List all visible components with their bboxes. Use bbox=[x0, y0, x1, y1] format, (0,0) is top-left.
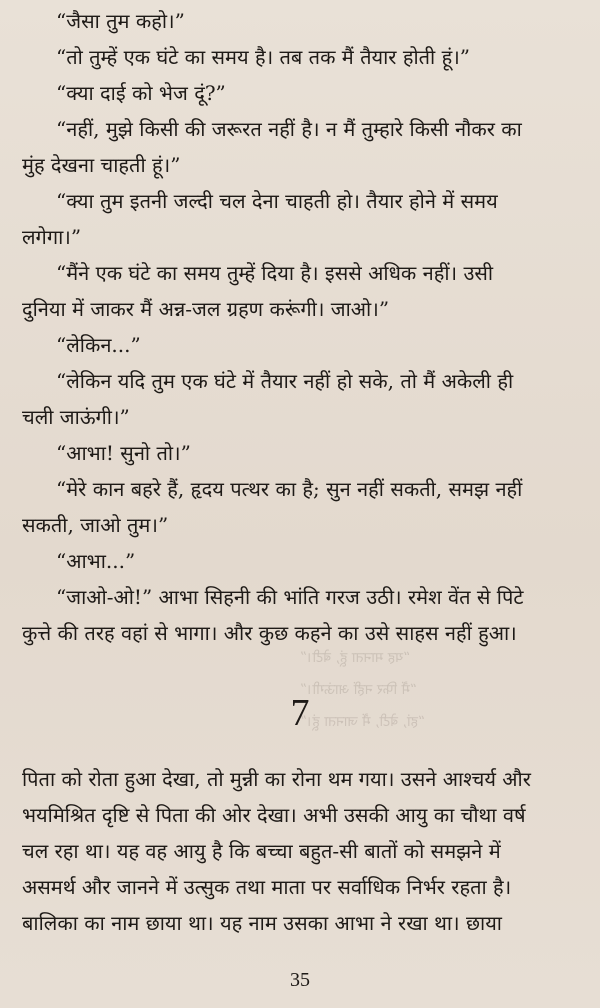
bleed-through-line: “यह मानता हूं, बेटी।” bbox=[300, 650, 411, 666]
text-line: पिता को रोता हुआ देखा, तो मुन्नी का रोना थम गया। उसने आश्चर्य और bbox=[22, 767, 531, 791]
text-line: भयमिश्रित दृष्टि से पिता की ओर देखा। अभी उसकी आयु का चौथा वर्ष bbox=[22, 803, 526, 827]
text-line: दुनिया में जाकर मैं अन्न-जल ग्रहण करूंगी। जाओ।” bbox=[22, 297, 390, 321]
text-line: “नहीं, मुझे किसी की जरूरत नहीं है। न मैं तुम्हारे किसी नौकर का bbox=[56, 117, 522, 141]
text-line: “मैंने एक घंटे का समय तुम्हें दिया है। इससे अधिक नहीं। उसी bbox=[56, 261, 494, 285]
text-line: “तो तुम्हें एक घंटे का समय है। तब तक मैं तैयार होती हूं।” bbox=[56, 45, 470, 69]
text-line: “मेरे कान बहरे हैं, हृदय पत्थर का है; सुन नहीं सकती, समझ नहीं bbox=[56, 477, 523, 501]
chapter-number: 7 bbox=[290, 692, 310, 734]
text-line: “क्या दाई को भेज दूं?” bbox=[56, 81, 226, 105]
text-line: “जैसा तुम कहो।” bbox=[56, 9, 185, 33]
text-line: “लेकिन...” bbox=[56, 333, 141, 357]
text-line: “क्या तुम इतनी जल्दी चल देना चाहती हो। तैयार होने में समय bbox=[56, 189, 498, 213]
text-line: असमर्थ और जानने में उत्सुक तथा माता पर सर्वाधिक निर्भर रहता है। bbox=[22, 875, 512, 899]
text-line: मुंह देखना चाहती हूं।” bbox=[22, 153, 181, 177]
bleed-through-line: “मैं फिर नहीं आऊंगी।” bbox=[300, 682, 418, 698]
bleed-through-line: “हां, बेटी, मैं जानता हूं।” bbox=[300, 714, 426, 730]
page-number: 35 bbox=[290, 969, 310, 991]
text-line: चल रहा था। यह वह आयु है कि बच्चा बहुत-सी बातों को समझने में bbox=[22, 839, 501, 863]
text-line: सकती, जाओ तुम।” bbox=[22, 513, 169, 537]
text-line: लगेगा।” bbox=[22, 225, 82, 249]
text-line: “लेकिन यदि तुम एक घंटे में तैयार नहीं हो सके, तो मैं अकेली ही bbox=[56, 369, 514, 393]
text-line: “जाओ-ओ!” आभा सिहनी की भांति गरज उठी। रमेश वेंत से पिटे bbox=[56, 585, 524, 609]
text-line: कुत्ते की तरह वहां से भागा। और कुछ कहने का उसे साहस नहीं हुआ। bbox=[22, 621, 517, 645]
text-line: “आभा! सुनो तो।” bbox=[56, 441, 191, 465]
text-line: “आभा...” bbox=[56, 549, 136, 573]
text-line: बालिका का नाम छाया था। यह नाम उसका आभा ने रखा था। छाया bbox=[22, 911, 502, 935]
text-line: चली जाऊंगी।” bbox=[22, 405, 130, 429]
